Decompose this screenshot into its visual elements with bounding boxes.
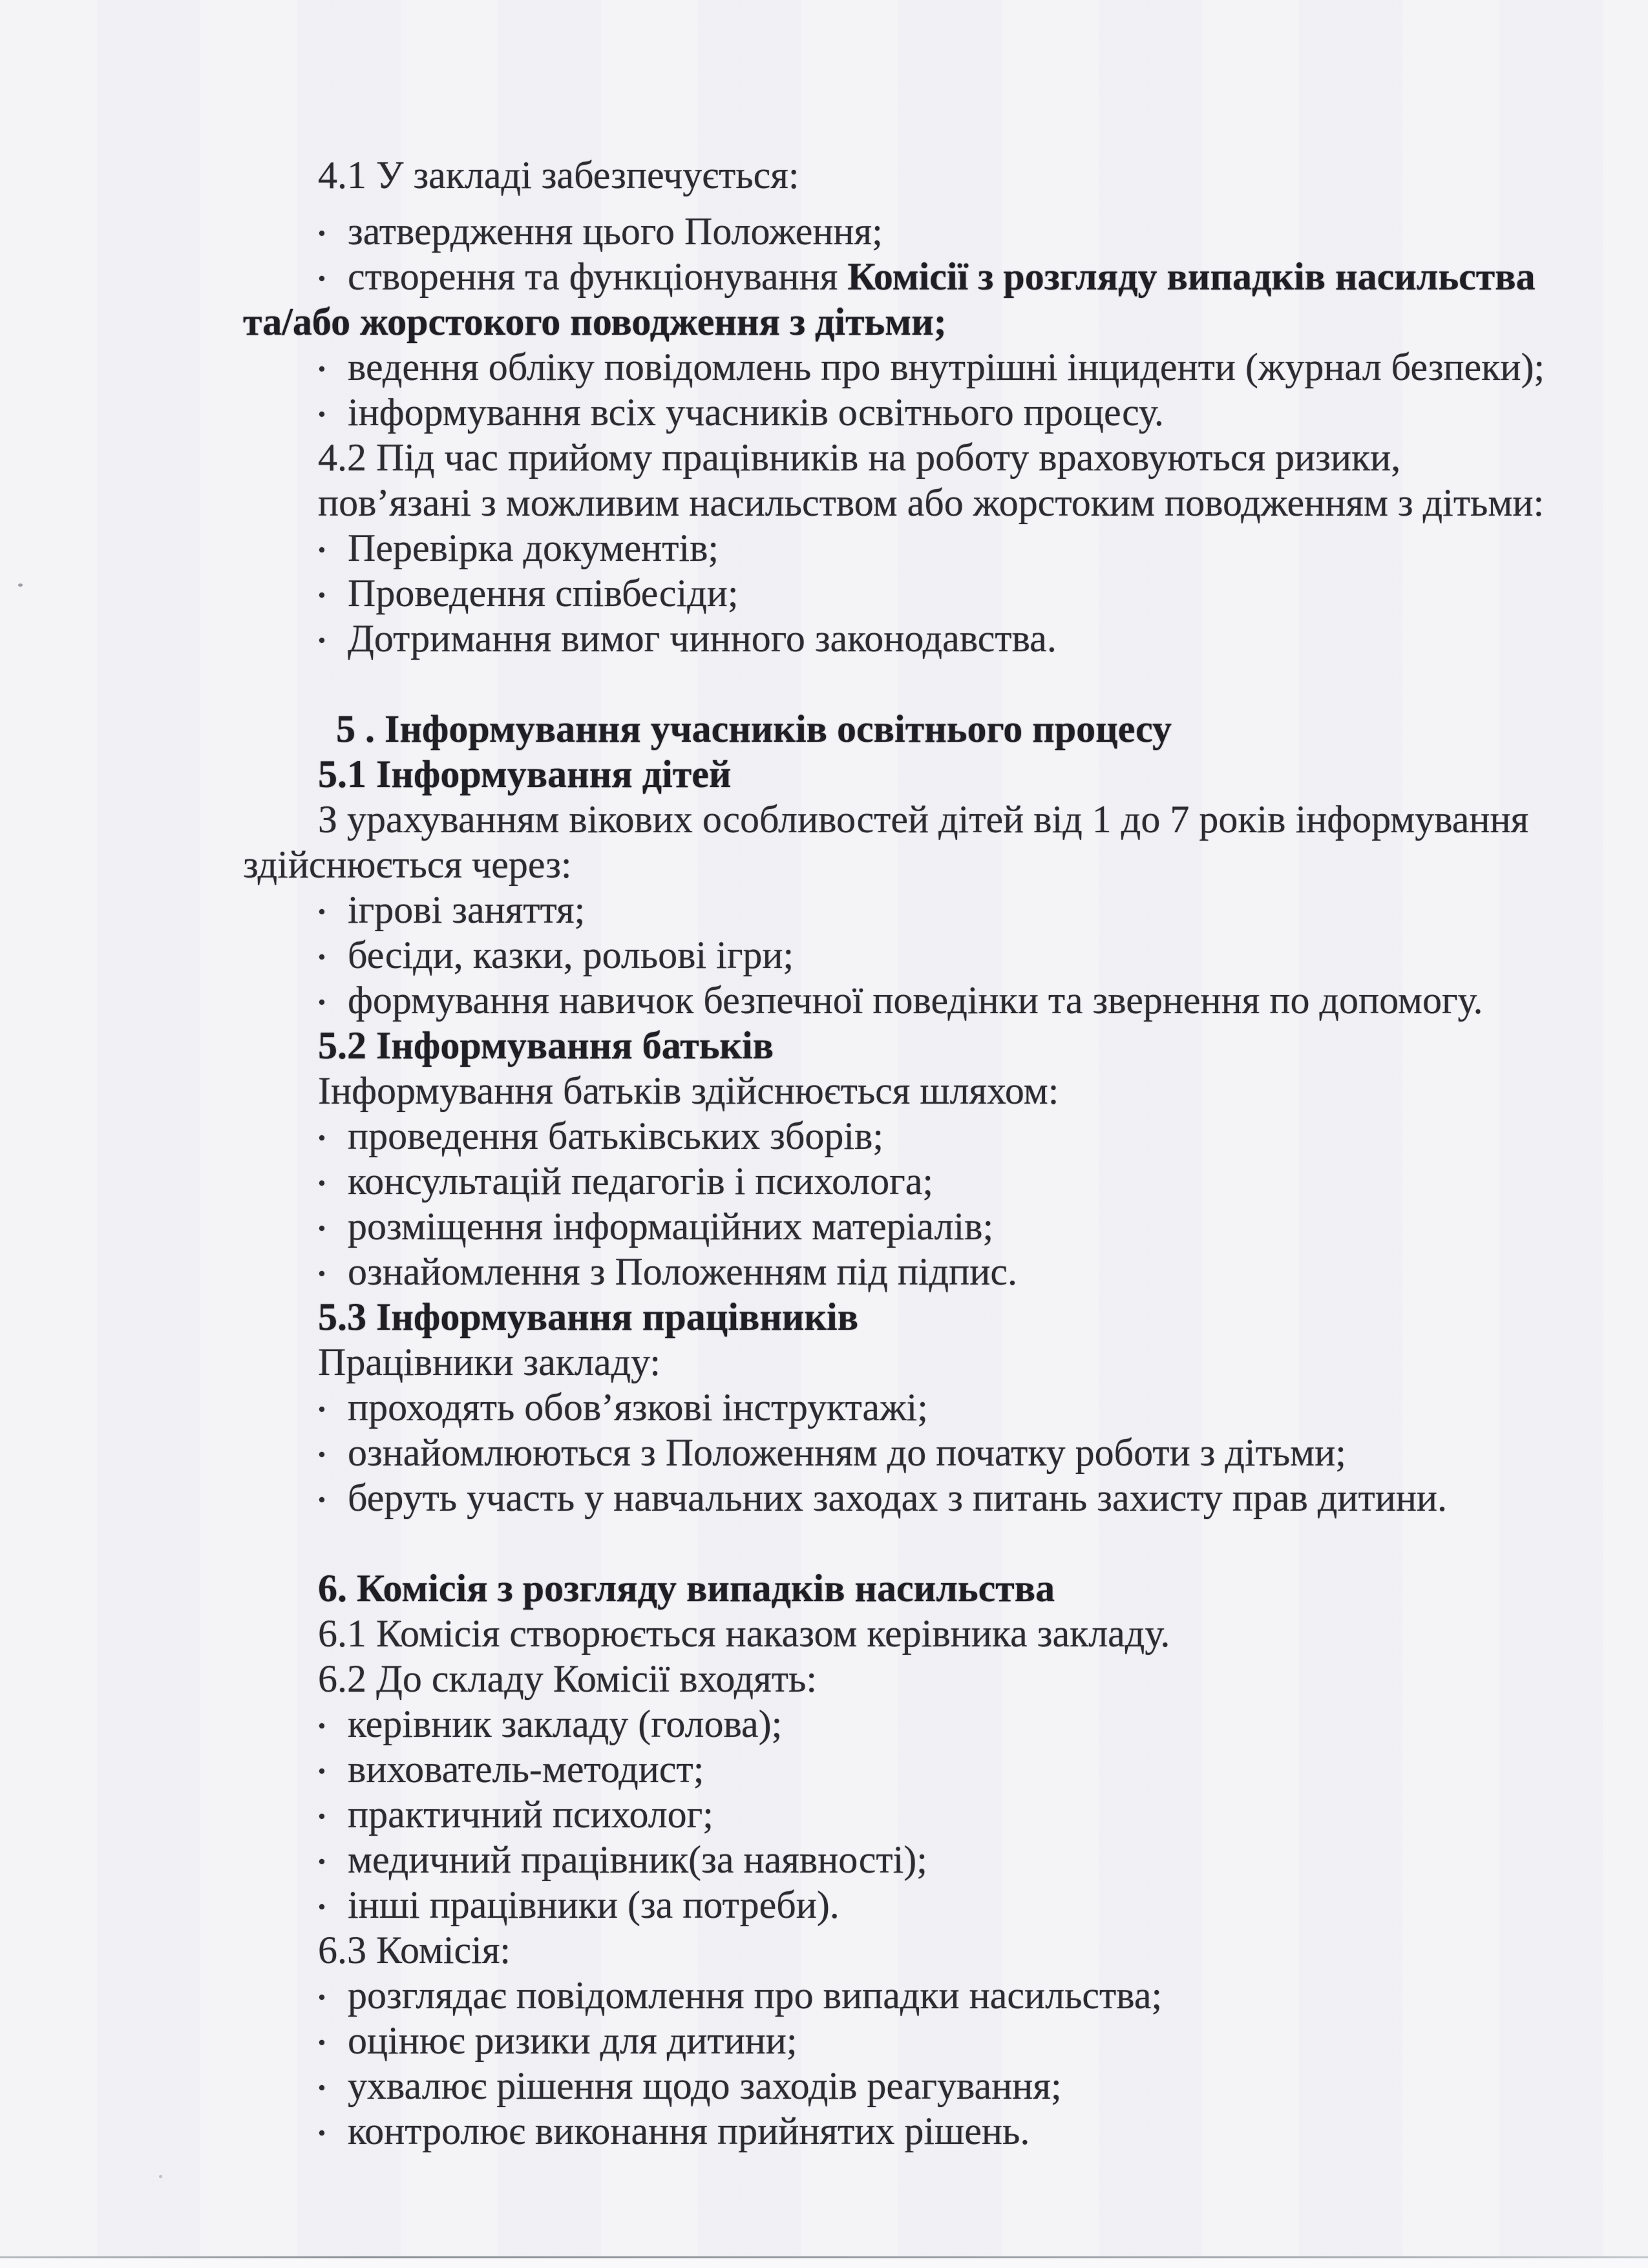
text-segment: 6.2 До складу Комісії входять:: [318, 1657, 818, 1700]
bullet-line: [318, 1703, 782, 1746]
paragraph-line: [318, 154, 799, 197]
paragraph-line: [318, 1341, 660, 1384]
bullet-line: [318, 1838, 927, 1882]
scan-speck: [159, 2175, 162, 2178]
bullet-line: [318, 527, 719, 570]
bullet-line: [318, 346, 1545, 389]
scan-speck: [18, 583, 23, 587]
bullet-line: [318, 255, 1536, 299]
bullet-line: [318, 934, 794, 977]
paragraph-line: [318, 1657, 817, 1701]
text-segment: Проведення співбесіди;: [348, 572, 739, 614]
bullet-line: [318, 1205, 993, 1248]
text-segment: 6.3 Комісія:: [318, 1929, 511, 1971]
bullet-line: [318, 2110, 1030, 2153]
bullet-icon: •: [318, 1443, 326, 1467]
heading-line: [243, 300, 947, 344]
paragraph-line: [318, 798, 1528, 841]
text-segment: проходять обов’язкові інструктажі;: [348, 1386, 928, 1429]
bullet-line: [318, 1250, 1017, 1294]
text-segment: Інформування батьків здійснюється шляхом:: [318, 1069, 1059, 1112]
text-segment: та/або жорстокого поводження з дітьми;: [243, 300, 947, 343]
bullet-icon: •: [318, 1126, 326, 1150]
bullet-icon: •: [318, 945, 326, 969]
bullet-icon: •: [318, 1805, 326, 1829]
text-segment: здійснюється через:: [243, 843, 572, 886]
text-segment: 4.2 Під час прийому працівників на роботу враховуються ризики,: [318, 436, 1401, 479]
bullet-line: [318, 1884, 840, 1927]
text-segment: пов’язані з можливим насильством або жорстоким поводженням з дітьми:: [318, 481, 1545, 524]
text-segment: 5.1 Інформування дітей: [318, 753, 732, 795]
bullet-icon: •: [318, 1217, 326, 1241]
heading-line: [336, 708, 1172, 751]
heading-line: [318, 1296, 858, 1339]
bullet-icon: •: [318, 1262, 326, 1286]
text-segment: 4.1 У закладі забезпечується:: [318, 154, 799, 196]
bullet-line: [318, 979, 1483, 1022]
bullet-icon: •: [318, 1759, 326, 1783]
bullet-icon: •: [318, 2121, 326, 2145]
text-segment: 6. Комісія з розгляду випадків насильства: [318, 1567, 1055, 1610]
text-segment: ухвалює рішення щодо заходів реагування;: [348, 2064, 1062, 2107]
bullet-line: [318, 2064, 1062, 2108]
paragraph-line: [318, 1612, 1170, 1655]
bullet-icon: •: [318, 991, 326, 1014]
bullet-icon: •: [318, 583, 326, 607]
paragraph-line: [318, 436, 1400, 479]
bullet-icon: •: [318, 357, 326, 381]
text-segment: бесіди, казки, рольові ігри;: [348, 934, 794, 976]
text-segment: 6.1 Комісія створюється наказом керівника закладу.: [318, 1612, 1170, 1655]
bullet-line: [318, 1974, 1162, 2017]
bullet-line: [318, 1748, 704, 1791]
text-segment: створення та функціонування: [348, 255, 848, 298]
bullet-icon: •: [318, 222, 326, 246]
bullet-icon: •: [318, 900, 326, 924]
text-segment: інформування всіх учасників освітнього процесу.: [348, 391, 1164, 434]
text-segment: формування навичок безпечної поведінки та звернення по допомогу.: [348, 979, 1483, 1022]
bullet-line: [318, 2019, 798, 2063]
bullet-line: [318, 572, 739, 615]
text-segment: Комісії з розгляду випадків насильства: [847, 255, 1536, 298]
bullet-icon: •: [318, 403, 326, 426]
bullet-icon: •: [318, 1986, 326, 2010]
text-segment: ознайомлення з Положенням під підпис.: [348, 1250, 1017, 1293]
scanner-background: [0, 2258, 1648, 2268]
bullet-line: [318, 210, 883, 253]
bullet-icon: •: [318, 267, 326, 291]
text-segment: інші працівники (за потреби).: [348, 1884, 840, 1926]
text-segment: проведення батьківських зборів;: [348, 1115, 884, 1157]
bullet-icon: •: [318, 629, 326, 653]
bullet-icon: •: [318, 2031, 326, 2055]
bullet-line: [318, 1431, 1346, 1475]
text-segment: практичний психолог;: [348, 1793, 713, 1836]
paragraph-line: [243, 843, 572, 887]
paragraph-line: [318, 1929, 511, 1972]
text-segment: консультацій педагогів і психолога;: [348, 1160, 934, 1202]
bullet-line: [318, 617, 1057, 660]
bullet-icon: •: [318, 1895, 326, 1919]
bullet-icon: •: [318, 538, 326, 562]
bullet-icon: •: [318, 1850, 326, 1874]
bullet-icon: •: [318, 1714, 326, 1738]
text-segment: З урахуванням вікових особливостей дітей від 1 до 7 років інформування: [318, 798, 1529, 841]
paragraph-line: [318, 481, 1544, 525]
bullet-line: [318, 1386, 928, 1429]
bullet-icon: •: [318, 1398, 326, 1422]
text-segment: ведення обліку повідомлень про внутрішні інциденти (журнал безпеки);: [348, 346, 1545, 388]
bullet-icon: •: [318, 1171, 326, 1195]
bullet-line: [318, 1793, 713, 1836]
text-segment: медичний працівник(за наявності);: [348, 1838, 927, 1881]
bullet-line: [318, 391, 1164, 434]
heading-line: [318, 1567, 1055, 1610]
text-segment: розглядає повідомлення про випадки насильства;: [348, 1974, 1163, 2017]
heading-line: [318, 1024, 774, 1067]
bullet-line: [318, 1160, 933, 1203]
text-segment: Перевірка документів;: [348, 527, 719, 569]
bullet-icon: •: [318, 1488, 326, 1512]
text-segment: Працівники закладу:: [318, 1341, 661, 1383]
text-segment: ознайомлюються з Положенням до початку роботи з дітьми;: [348, 1431, 1346, 1474]
text-segment: 5.3 Інформування працівників: [318, 1296, 859, 1338]
paragraph-line: [318, 1069, 1059, 1113]
text-segment: керівник закладу (голова);: [348, 1703, 783, 1745]
text-segment: затвердження цього Положення;: [348, 210, 883, 253]
text-segment: оцінює ризики для дитини;: [348, 2019, 798, 2062]
bullet-line: [318, 1115, 883, 1158]
text-segment: розміщення інформаційних матеріалів;: [348, 1205, 994, 1248]
text-segment: ігрові заняття;: [348, 888, 586, 931]
text-segment: 5 . Інформування учасників освітнього процесу: [336, 708, 1172, 750]
text-segment: Дотримання вимог чинного законодавства.: [348, 617, 1057, 660]
bullet-line: [318, 888, 585, 932]
text-segment: 5.2 Інформування батьків: [318, 1024, 774, 1067]
text-segment: беруть участь у навчальних заходах з питань захисту прав дитини.: [348, 1476, 1448, 1519]
text-segment: вихователь-методист;: [348, 1748, 704, 1790]
text-segment: контролює виконання прийнятих рішень.: [348, 2110, 1030, 2152]
bullet-line: [318, 1476, 1447, 1520]
heading-line: [318, 753, 731, 796]
bullet-icon: •: [318, 2076, 326, 2100]
